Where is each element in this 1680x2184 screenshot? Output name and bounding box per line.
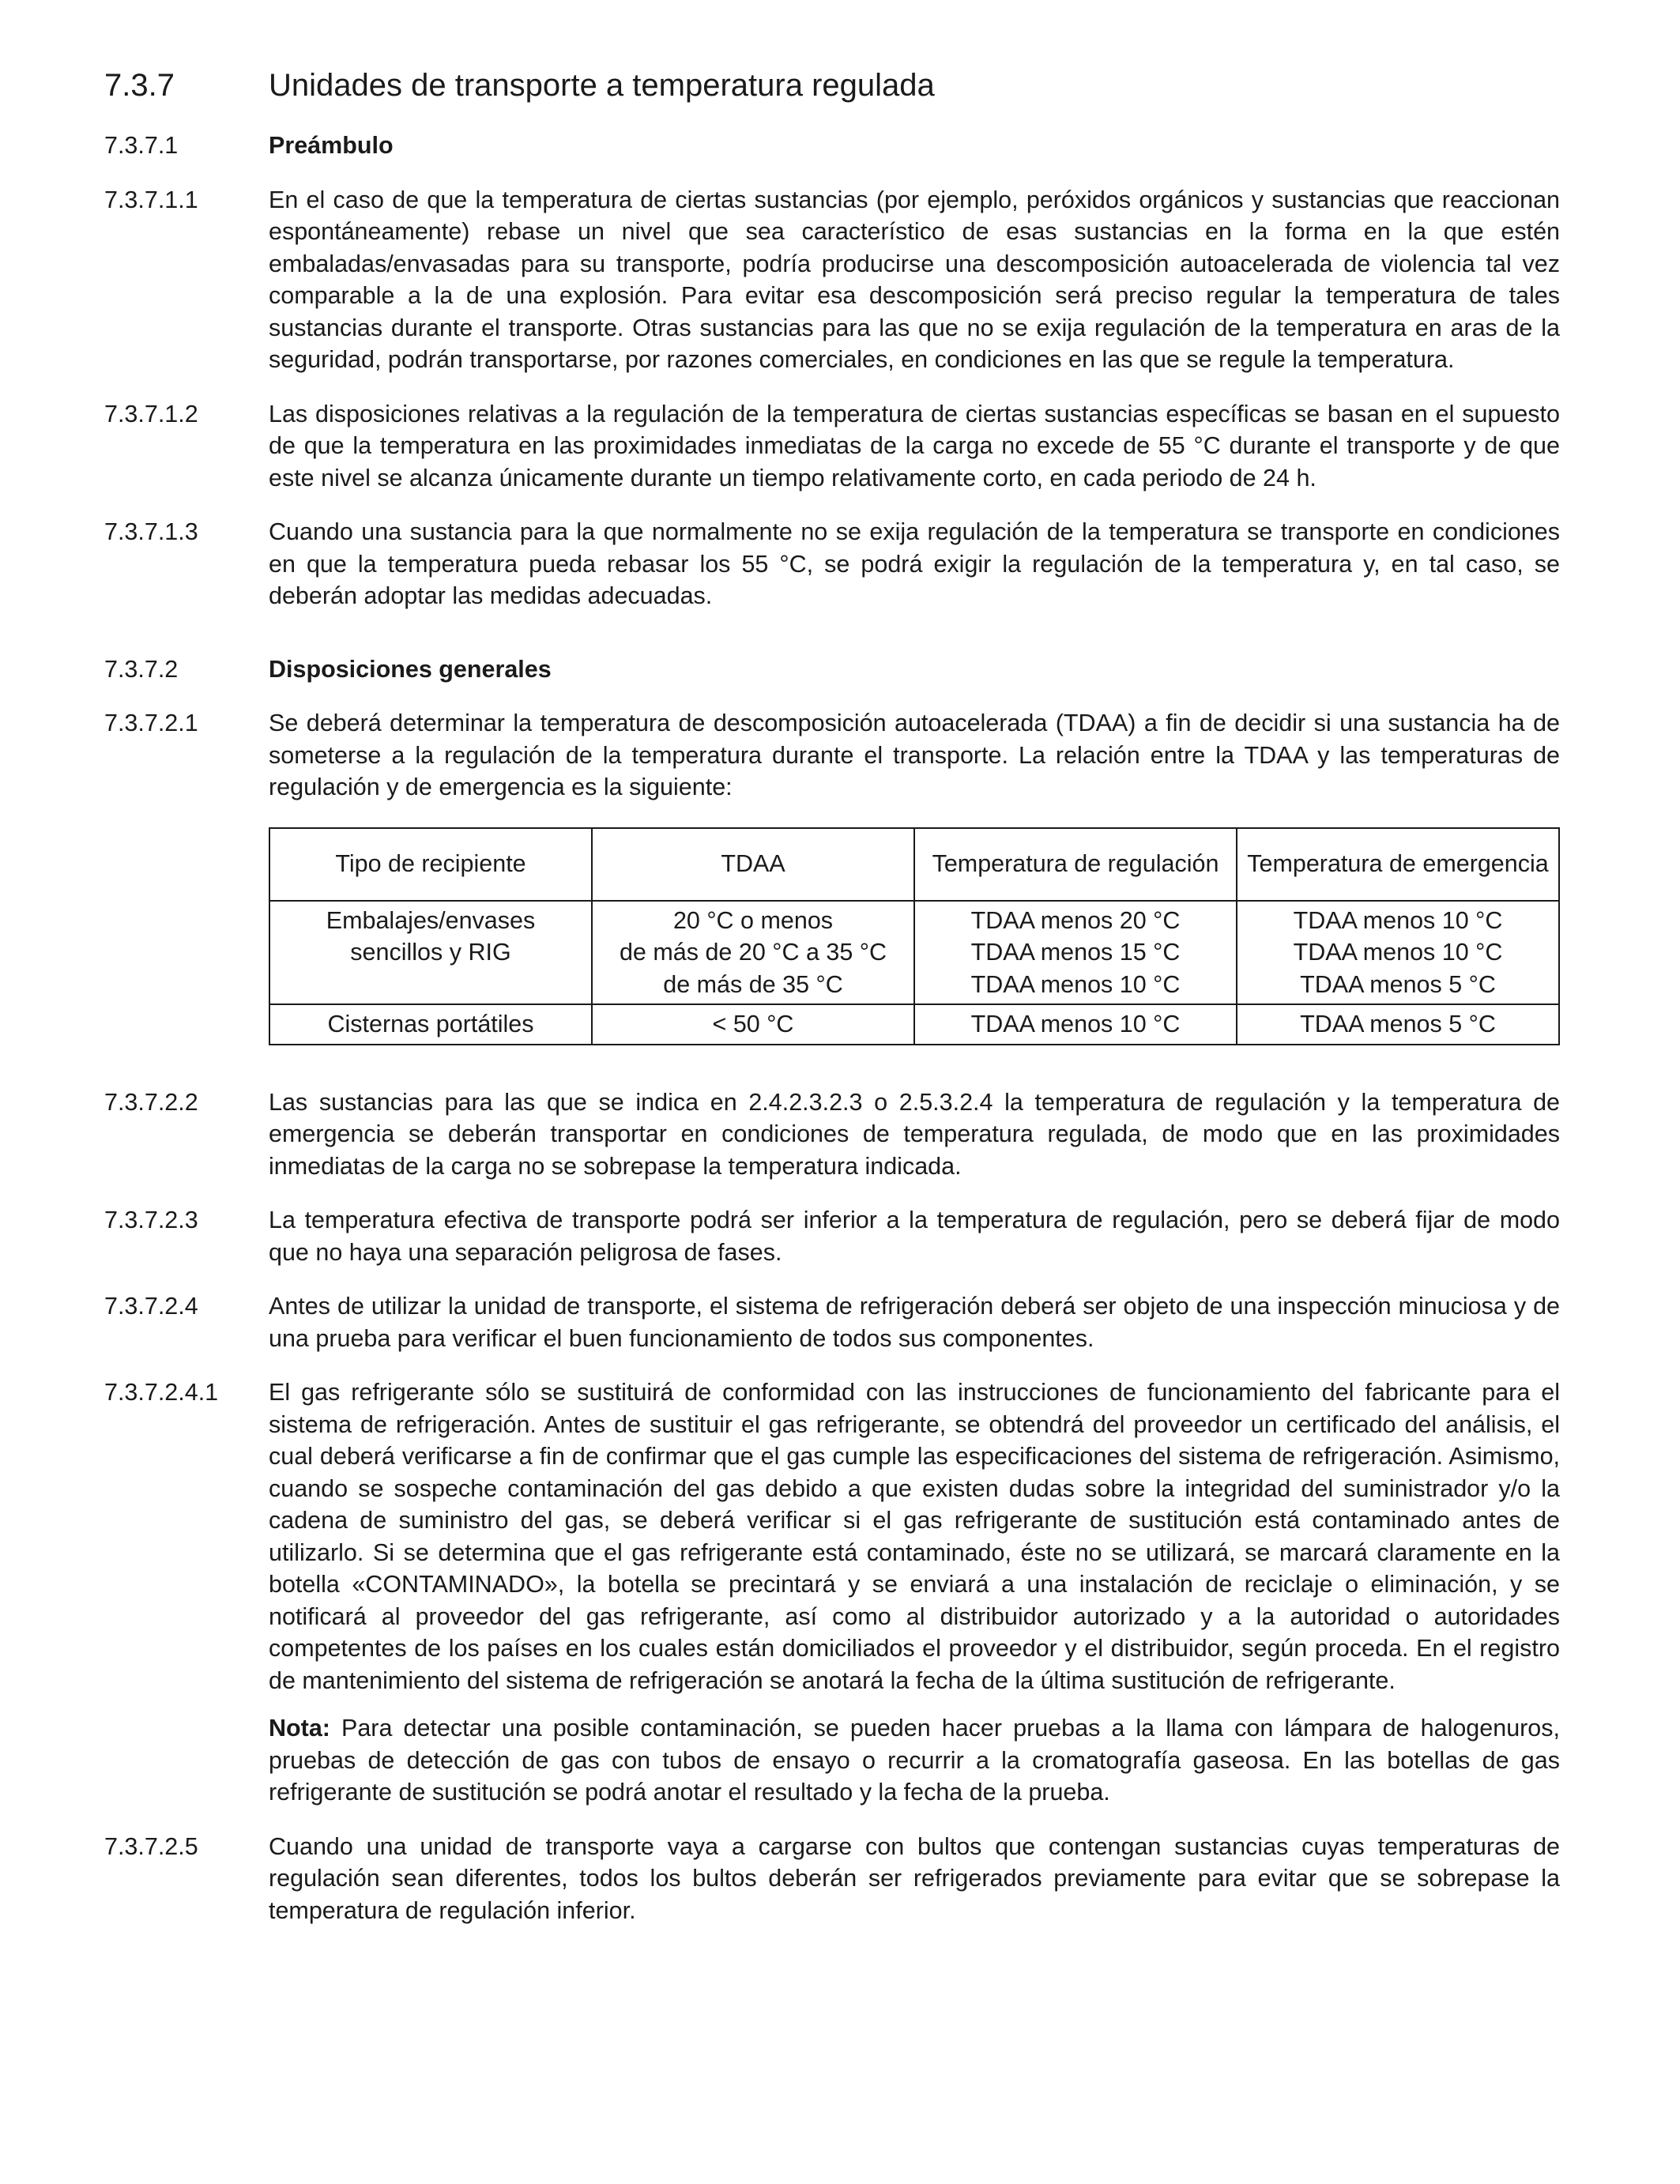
paragraph-7-3-7-2-4-1 <box>104 1376 1560 1809</box>
subsection-number: 7.3.7.1 <box>104 132 179 159</box>
note-label: Nota: <box>269 1715 330 1742</box>
paragraph-number: 7.3.7.1.2 <box>104 400 198 427</box>
paragraph-text: Las disposiciones relativas a la regulación de la temperatura de ciertas sustancias específicas se basan en el supuesto de que la temperatura en las proximidades inmediatas de la carga no excede de 55 °C durante el transporte y de que este nivel se alcanza únicamente durante un tiempo relativamente corto, en cada periodo de 24 h. <box>269 400 1560 491</box>
paragraph-number: 7.3.7.2.2 <box>104 1088 198 1116</box>
cell-line: de más de 20 °C a 35 °C <box>619 939 887 966</box>
table-cell-tdaa <box>592 901 914 1005</box>
paragraph-text: Cuando una unidad de transporte vaya a cargarse con bultos que contengan sustancias cuyas temperaturas de regulación sean diferentes, todos los bultos deberán ser refrigerados previamente para evitar que se sobrepase la temperatura de regulación inferior. <box>269 1832 1560 1924</box>
cell-line: TDAA menos 10 °C <box>1293 939 1503 966</box>
paragraph-number: 7.3.7.2.4 <box>104 1293 198 1320</box>
paragraph-7-3-7-1-3 <box>104 516 1560 612</box>
paragraph-number: 7.3.7.2.4.1 <box>104 1379 219 1406</box>
paragraph-7-3-7-2-3 <box>104 1204 1560 1268</box>
section-number: 7.3.7 <box>104 68 175 103</box>
subsection-heading-preambulo <box>104 130 1560 162</box>
cell-line: TDAA menos 10 °C <box>970 970 1181 998</box>
paragraph-number: 7.3.7.2.3 <box>104 1207 198 1233</box>
table-cell-emergency: TDAA menos 5 °C <box>1237 1004 1559 1045</box>
table-cell-emergency <box>1237 901 1559 1005</box>
subsection-heading-disposiciones <box>104 653 1560 686</box>
paragraph-number: 7.3.7.1.3 <box>104 518 198 545</box>
table-cell-tdaa: < 50 °C <box>592 1004 914 1045</box>
subsection-number: 7.3.7.2 <box>104 655 179 683</box>
subsection-title: Disposiciones generales <box>269 655 552 683</box>
cell-line: de más de 35 °C <box>663 970 843 998</box>
paragraph-text: El gas refrigerante sólo se sustituirá de conformidad con las instrucciones de funcionamiento del fabricante para el sistema de refrigeración. Antes de sustituir el gas refrigerante, se obtendrá del proveedor un certificado del análisis, el cual deberá verificarse a fin de confirmar que el gas cumple las especificaciones del sistema de refrigeración. Asimismo, cuando se sospeche contaminación del gas debido a que existen dudas sobre la integridad del suministrador y/o la cadena de suministro del gas, se deberá verificar si el gas refrigerante de sustitución está contaminado antes de utilizarlo. Si se determina que el gas refrigerante está contaminado, éste no se utilizará, se marcará claramente en la botella «CONTAMINADO», la botella se precintará y se enviará a una instalación de reciclaje o eliminación, y se notificará al proveedor del gas refrigerante, así como al distribuidor autorizado y a la autoridad o autoridades competentes de los países en los cuales están domiciliados el proveedor y el distribuidor, según proceda. En el registro de mantenimiento del sistema de refrigeración se anotará la fecha de la última sustitución de refrigerante. <box>269 1379 1560 1694</box>
cell-line: TDAA menos 20 °C <box>970 906 1181 934</box>
cell-line: sencillos y RIG <box>350 939 511 966</box>
table-cell-type: Cisternas portátiles <box>269 1004 592 1045</box>
paragraph-text: La temperatura efectiva de transporte podrá ser inferior a la temperatura de regulación, pero se deberá fijar de modo que no haya una separación peligrosa de fases. <box>269 1207 1560 1266</box>
section-heading <box>104 63 1560 107</box>
table-header-cell: Temperatura de regulación <box>914 828 1237 901</box>
note <box>269 1712 1560 1809</box>
paragraph-number: 7.3.7.2.1 <box>104 710 198 736</box>
paragraph-text: Se deberá determinar la temperatura de descomposición autoacelerada (TDAA) a fin de decidir si una sustancia ha de someterse a la regulación de la temperatura durante el transporte. La relación entre la TDAA y las temperaturas de regulación y de emergencia es la siguiente: <box>269 710 1560 800</box>
table-header-cell: Tipo de recipiente <box>269 828 592 901</box>
cell-line: TDAA menos 5 °C <box>1300 970 1496 998</box>
note-text: Para detectar una posible contaminación, se pueden hacer pruebas a la llama con lámpara de halogenuros, pruebas de detección de gas con tubos de ensayo o recurrir a la cromatografía gaseosa. En las botellas de gas refrigerante de sustitución se podrá anotar el resultado y la fecha de la prueba. <box>269 1715 1560 1806</box>
table-cell-type <box>269 901 592 1005</box>
paragraph-text: Cuando una sustancia para la que normalmente no se exija regulación de la temperatura se transporte en condiciones en que la temperatura pueda rebasar los 55 °C, se podrá exigir la regulación de la temperatura y, en tal caso, se deberán adoptar las medidas adecuadas. <box>269 518 1560 609</box>
paragraph-7-3-7-2-5 <box>104 1831 1560 1927</box>
paragraph-7-3-7-1-1 <box>104 184 1560 376</box>
paragraph-number: 7.3.7.1.1 <box>104 186 198 213</box>
paragraph-text: Antes de utilizar la unidad de transporte, el sistema de refrigeración deberá ser objeto de una inspección minuciosa y de una prueba para verificar el buen funcionamiento de todos sus componentes. <box>269 1293 1560 1352</box>
cell-line: Embalajes/envases <box>326 906 536 934</box>
cell-line: TDAA menos 10 °C <box>1293 906 1503 934</box>
paragraph-7-3-7-2-4 <box>104 1290 1560 1354</box>
temperature-table <box>269 827 1560 1045</box>
table-cell-regulation <box>914 901 1237 1005</box>
paragraph-text: En el caso de que la temperatura de ciertas sustancias (por ejemplo, peróxidos orgánicos y sustancias que reaccionan espontáneamente) rebase un nivel que sea característico de esas sustancias en la forma en la que estén embaladas/envasadas para su transporte, podría producirse una descomposición autoacelerada de violencia tal vez comparable a la de una explosión. Para evitar esa descomposición será preciso regular la temperatura de tales sustancias durante el transporte. Otras sustancias para las que no se exija regulación de la temperatura en aras de la seguridad, podrán transportarse, por razones comerciales, en condiciones en las que se regule la temperatura. <box>269 186 1560 373</box>
table-header-cell: Temperatura de emergencia <box>1237 828 1559 901</box>
paragraph-7-3-7-1-2 <box>104 398 1560 495</box>
cell-line: TDAA menos 15 °C <box>970 939 1181 966</box>
paragraph-7-3-7-2-1 <box>104 707 1560 1045</box>
paragraph-text: Las sustancias para las que se indica en 2.4.2.3.2.3 o 2.5.3.2.4 la temperatura de regulación y la temperatura de emergencia se deberán transportar en condiciones de temperatura regulada, de modo que en las proximidades inmediatas de la carga no se sobrepase la temperatura indicada. <box>269 1088 1560 1180</box>
document-page <box>104 63 1560 1926</box>
paragraph-number: 7.3.7.2.5 <box>104 1832 198 1860</box>
section-title: Unidades de transporte a temperatura regulada <box>269 68 935 103</box>
table-header-cell: TDAA <box>592 828 914 901</box>
table-header-row <box>269 828 1559 901</box>
table-row <box>269 901 1559 1005</box>
paragraph-7-3-7-2-2 <box>104 1086 1560 1183</box>
cell-line: 20 °C o menos <box>672 906 834 934</box>
table-cell-regulation: TDAA menos 10 °C <box>914 1004 1237 1045</box>
table-row <box>269 1004 1559 1045</box>
subsection-title: Preámbulo <box>269 132 394 159</box>
